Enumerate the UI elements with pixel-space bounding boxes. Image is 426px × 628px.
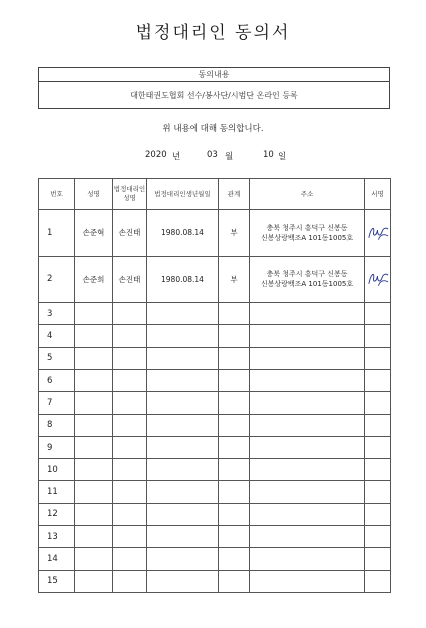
address-cell <box>250 256 365 303</box>
signature-cell <box>365 526 391 548</box>
relation-cell <box>219 481 250 503</box>
signature-cell <box>365 347 391 369</box>
header-signature: 서명 <box>365 179 391 210</box>
header-address: 주소 <box>250 179 365 210</box>
date-month-unit: 월 <box>225 152 234 162</box>
relation-cell <box>219 503 250 525</box>
relation-cell <box>219 370 250 392</box>
table-row <box>39 570 391 592</box>
guardian-birth-cell <box>147 548 219 570</box>
relation-cell <box>219 414 250 436</box>
signature-cell <box>365 481 391 503</box>
guardian-birth-cell <box>147 570 219 592</box>
relation-cell <box>219 392 250 414</box>
guardian-birth-cell <box>147 392 219 414</box>
address-cell <box>250 436 365 458</box>
address-cell <box>250 303 365 325</box>
guardian-birth-cell <box>147 325 219 347</box>
guardian-birth-cell: 1980.08.14 <box>147 256 219 303</box>
signature-cell <box>365 392 391 414</box>
row-number-cell: 3 <box>39 303 75 325</box>
address-cell <box>250 459 365 481</box>
guardian-birth-cell <box>147 503 219 525</box>
guardian-name-cell <box>113 392 147 414</box>
table-row <box>39 503 391 525</box>
table-row <box>39 526 391 548</box>
date-year-unit: 년 <box>172 152 181 162</box>
guardian-name-cell <box>113 459 147 481</box>
table-row <box>39 370 391 392</box>
table-row <box>39 256 391 303</box>
table-row <box>39 548 391 570</box>
table-row <box>39 481 391 503</box>
name-cell <box>75 370 113 392</box>
signature-cell <box>365 370 391 392</box>
signature-cell <box>365 414 391 436</box>
name-cell <box>75 481 113 503</box>
address-line-2: 신봉상랑백조A 101동1005호 <box>260 233 354 242</box>
row-number-cell: 11 <box>39 481 75 503</box>
table-row <box>39 414 391 436</box>
signature-cell <box>365 210 391 257</box>
address-cell <box>250 548 365 570</box>
relation-cell: 부 <box>219 210 250 257</box>
row-number-cell: 6 <box>39 370 75 392</box>
name-cell <box>75 436 113 458</box>
address-cell <box>250 414 365 436</box>
row-number-cell: 13 <box>39 526 75 548</box>
row-number-cell: 8 <box>39 414 75 436</box>
table-row <box>39 210 391 257</box>
header-guardian-birth: 법정대리인생년월일 <box>147 179 219 210</box>
name-cell <box>75 303 113 325</box>
relation-cell <box>219 459 250 481</box>
date-year: 2020 <box>145 150 167 160</box>
address-cell <box>250 347 365 369</box>
row-number-cell: 1 <box>39 210 75 257</box>
guardian-name-cell <box>113 548 147 570</box>
row-number-cell: 10 <box>39 459 75 481</box>
name-cell <box>75 392 113 414</box>
handwritten-signature <box>365 268 390 290</box>
date-day: 10 <box>263 150 274 160</box>
address-cell <box>250 325 365 347</box>
guardian-name-cell: 손진태 <box>113 256 147 303</box>
name-cell: 손준혁 <box>75 210 113 257</box>
relation-cell <box>219 548 250 570</box>
relation-cell <box>219 526 250 548</box>
guardian-birth-cell <box>147 347 219 369</box>
address-cell <box>250 210 365 257</box>
name-cell: 손준희 <box>75 256 113 303</box>
guardian-name-cell <box>113 414 147 436</box>
guardian-birth-cell <box>147 370 219 392</box>
header-relation: 관계 <box>219 179 250 210</box>
guardian-name-cell <box>113 303 147 325</box>
address-cell <box>250 370 365 392</box>
relation-cell <box>219 570 250 592</box>
relation-cell <box>219 436 250 458</box>
name-cell <box>75 347 113 369</box>
guardian-name-cell: 손진태 <box>113 210 147 257</box>
guardian-birth-cell <box>147 459 219 481</box>
table-row <box>39 459 391 481</box>
address-line-1: 충북 청주시 흥덕구 신봉동 <box>266 223 348 232</box>
name-cell <box>75 526 113 548</box>
guardian-name-cell <box>113 370 147 392</box>
guardian-birth-cell: 1980.08.14 <box>147 210 219 257</box>
guardian-table <box>38 178 391 593</box>
signature-cell <box>365 459 391 481</box>
guardian-birth-cell <box>147 526 219 548</box>
date-day-unit: 일 <box>278 152 287 162</box>
consent-heading: 동의내용 <box>39 68 389 82</box>
table-header-row <box>39 179 391 210</box>
guardian-birth-cell <box>147 436 219 458</box>
name-cell <box>75 570 113 592</box>
consent-content: 대한태권도협회 선수/봉사단/시범단 온라인 등록 <box>130 91 298 100</box>
table-body <box>39 210 391 593</box>
relation-cell <box>219 325 250 347</box>
signature-cell <box>365 436 391 458</box>
table-row <box>39 436 391 458</box>
name-cell <box>75 414 113 436</box>
name-cell <box>75 548 113 570</box>
address-line-1: 충북 청주시 흥덕구 신봉동 <box>266 270 348 279</box>
guardian-name-cell <box>113 436 147 458</box>
signature-cell <box>365 570 391 592</box>
guardian-name-cell <box>113 347 147 369</box>
guardian-birth-cell <box>147 303 219 325</box>
table-row <box>39 325 391 347</box>
address-cell <box>250 392 365 414</box>
relation-cell <box>219 303 250 325</box>
signature-cell <box>365 548 391 570</box>
guardian-birth-cell <box>147 481 219 503</box>
name-cell <box>75 503 113 525</box>
guardian-name-cell <box>113 481 147 503</box>
address-cell <box>250 503 365 525</box>
relation-cell: 부 <box>219 256 250 303</box>
agreement-statement: 위 내용에 대해 동의합니다. <box>162 124 264 134</box>
address-cell <box>250 570 365 592</box>
guardian-birth-cell <box>147 414 219 436</box>
handwritten-signature <box>365 222 390 244</box>
signature-cell <box>365 256 391 303</box>
guardian-name-cell <box>113 325 147 347</box>
signature-cell <box>365 303 391 325</box>
signature-cell <box>365 325 391 347</box>
name-cell <box>75 325 113 347</box>
address-cell <box>250 526 365 548</box>
guardian-name-cell <box>113 526 147 548</box>
row-number-cell: 7 <box>39 392 75 414</box>
row-number-cell: 15 <box>39 570 75 592</box>
consent-box <box>38 67 390 109</box>
table-row <box>39 347 391 369</box>
row-number-cell: 9 <box>39 436 75 458</box>
name-cell <box>75 459 113 481</box>
header-name: 성명 <box>75 179 113 210</box>
date-month: 03 <box>207 150 218 160</box>
header-no: 번호 <box>39 179 75 210</box>
relation-cell <box>219 347 250 369</box>
row-number-cell: 14 <box>39 548 75 570</box>
row-number-cell: 5 <box>39 347 75 369</box>
header-guardian-name: 법정대리인성명 <box>113 179 147 210</box>
row-number-cell: 12 <box>39 503 75 525</box>
table-row <box>39 392 391 414</box>
address-cell <box>250 481 365 503</box>
signature-cell <box>365 503 391 525</box>
row-number-cell: 2 <box>39 256 75 303</box>
guardian-name-cell <box>113 570 147 592</box>
row-number-cell: 4 <box>39 325 75 347</box>
guardian-name-cell <box>113 503 147 525</box>
address-line-2: 신봉상랑백조A 101동1005호 <box>260 280 354 289</box>
document-title: 법정대리인 동의서 <box>135 23 291 43</box>
table-row <box>39 303 391 325</box>
